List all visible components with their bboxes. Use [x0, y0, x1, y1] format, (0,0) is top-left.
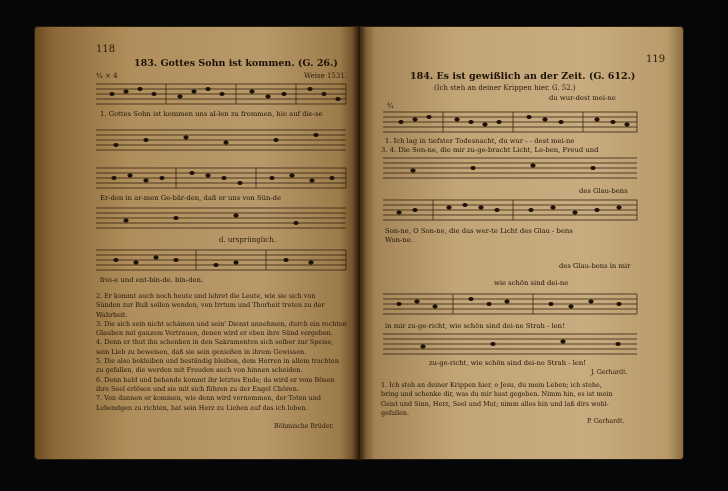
right-lyrics-2b: Won-ne. — [385, 236, 413, 244]
left-verse-line: 3. Die sich sein nicht schämen und sein' Dienst annehmen, durch ein rechten — [96, 319, 347, 328]
right-meter: ⁴⁄₄ — [387, 102, 394, 110]
right-subtitle: (Ich steh an deiner Krippen hier. G. 52.) — [434, 84, 576, 92]
left-lyrics-2: Er-den in ar-men Ge-bär-den, daß er uns von Sün-de — [100, 194, 281, 202]
right-staff-1 — [383, 110, 639, 132]
right-lyrics-1b: 3. 4. Die Son-ne, die mir zu-ge-bracht Licht, Le-ben, Freud und — [381, 146, 599, 154]
left-verse-line: 6. Denn bald und behende kommt ihr letztes Ende; da wird er vom Bösen — [96, 375, 335, 384]
right-hymn-title: 184. Es ist gewißlich an der Zeit. (G. 612.) — [410, 71, 636, 82]
right-staff-3 — [383, 292, 639, 314]
left-verse-line: Sünden zur Buß sollen wenden, von Irrtum und Thorheit treten zu der — [96, 301, 325, 310]
left-verse-line: 7. Von dannen er kommen, wie denn wird vernommen, der Toten und — [96, 394, 321, 403]
left-verse-line: Wahrheit. — [96, 310, 128, 319]
left-staff-3 — [96, 248, 348, 270]
left-lyrics-3: frei-e und ent-bin-de. bin-den. — [100, 276, 204, 284]
left-verse-line: 4. Denn er thut ihn schenken in den Sakramenten sich selber zur Speise, — [96, 338, 334, 347]
right-above-1: du wur-dest mei-ne — [549, 94, 616, 102]
right-page-number: 119 — [646, 54, 666, 65]
left-verse-line: zu gefallen, die werden mit Freuden auch von hinnen scheiden. — [96, 366, 303, 375]
left-signature: Böhmische Brüder. — [274, 423, 334, 430]
left-staff-1 — [96, 82, 348, 104]
left-verse-line: sein Lieb zu beweisen, daß sie sein genießen in ihrem Gewissen. — [96, 347, 307, 356]
right-lyrics-3a: in mir zu-ge-richt, wie schön sind dei-ne Strah - len! — [385, 322, 565, 330]
left-tune-source: Weise 1531. — [304, 72, 348, 80]
left-staff-1b — [96, 128, 348, 150]
right-verse-line: 1. Ich steh an deiner Krippen hier, o Jesu, du mein Leben; ich stehe, — [381, 381, 602, 389]
left-verse-line: Lebendgen zu richten, hat sein Herz zu Lieben auf das ich loben. — [96, 403, 308, 412]
left-verse-line: 2. Er kommt auch noch heute und lehret die Leute, wie sie sich von — [96, 292, 316, 300]
left-page-number: 118 — [96, 44, 116, 55]
right-lyrics-2a: Son-ne, O Son-ne, die das wer-te Licht des Glau - bens — [385, 227, 573, 235]
left-page — [34, 26, 359, 460]
left-staff3-caption: d. ursprünglich. — [219, 236, 276, 244]
right-verse-line: Geist und Sinn, Herz, Seel und Mut; nimm alles hin und laß dirs wohl- — [381, 399, 609, 408]
right-page — [359, 26, 684, 460]
left-lyrics-1: 1. Gottes Sohn ist kommen uns al-len zu frommen, hie auf die-se — [100, 110, 323, 118]
right-staff-1b — [383, 156, 639, 178]
right-verse-line: bring und schenke dir, was du mir hast gegeben. Nimm hin, es ist mein — [381, 390, 613, 399]
left-staff-2b — [96, 206, 348, 228]
right-composer: J. Gerhardt. — [591, 369, 628, 376]
left-verses — [96, 292, 347, 413]
left-hymn-title: 183. Gottes Sohn ist kommen. (G. 26.) — [134, 58, 338, 69]
right-staff-2 — [383, 198, 639, 220]
right-lyrics-1a: 1. Ich lag in tiefster Todesnacht, du wur - - dest mei-ne — [385, 137, 575, 145]
book-spine-gutter — [352, 26, 366, 460]
right-lyrics-3b: zu-ge-richt, wie schön sind dei-ne Strah - len! — [429, 359, 587, 367]
right-above-2: des Glau-bens — [579, 187, 628, 195]
left-staff-2 — [96, 166, 348, 188]
right-staff-3b — [383, 332, 639, 354]
right-above-3: wie schön sind dei-ne — [494, 279, 569, 287]
left-verse-line: 5. Die also bekleiben und beständig bleiben, dem Herren in allem trachten — [96, 357, 339, 366]
right-verse-line: gefallen. — [381, 408, 410, 417]
left-verse-line: Glauben mit ganzem Vertrauen, denen wird er eben ihre Sünd vergeben. — [96, 329, 333, 338]
left-meter: ⁴⁄₄ × 4 — [96, 72, 118, 80]
left-verse-line: ihre Seel erlösen und sie mit sich führen zu der Engel Chören. — [96, 384, 299, 393]
right-signature: P. Gerhardt. — [587, 418, 625, 425]
right-verses — [381, 381, 613, 418]
right-below-2: des Glau-bens in mir — [559, 262, 631, 270]
open-hymn-book — [34, 26, 684, 460]
